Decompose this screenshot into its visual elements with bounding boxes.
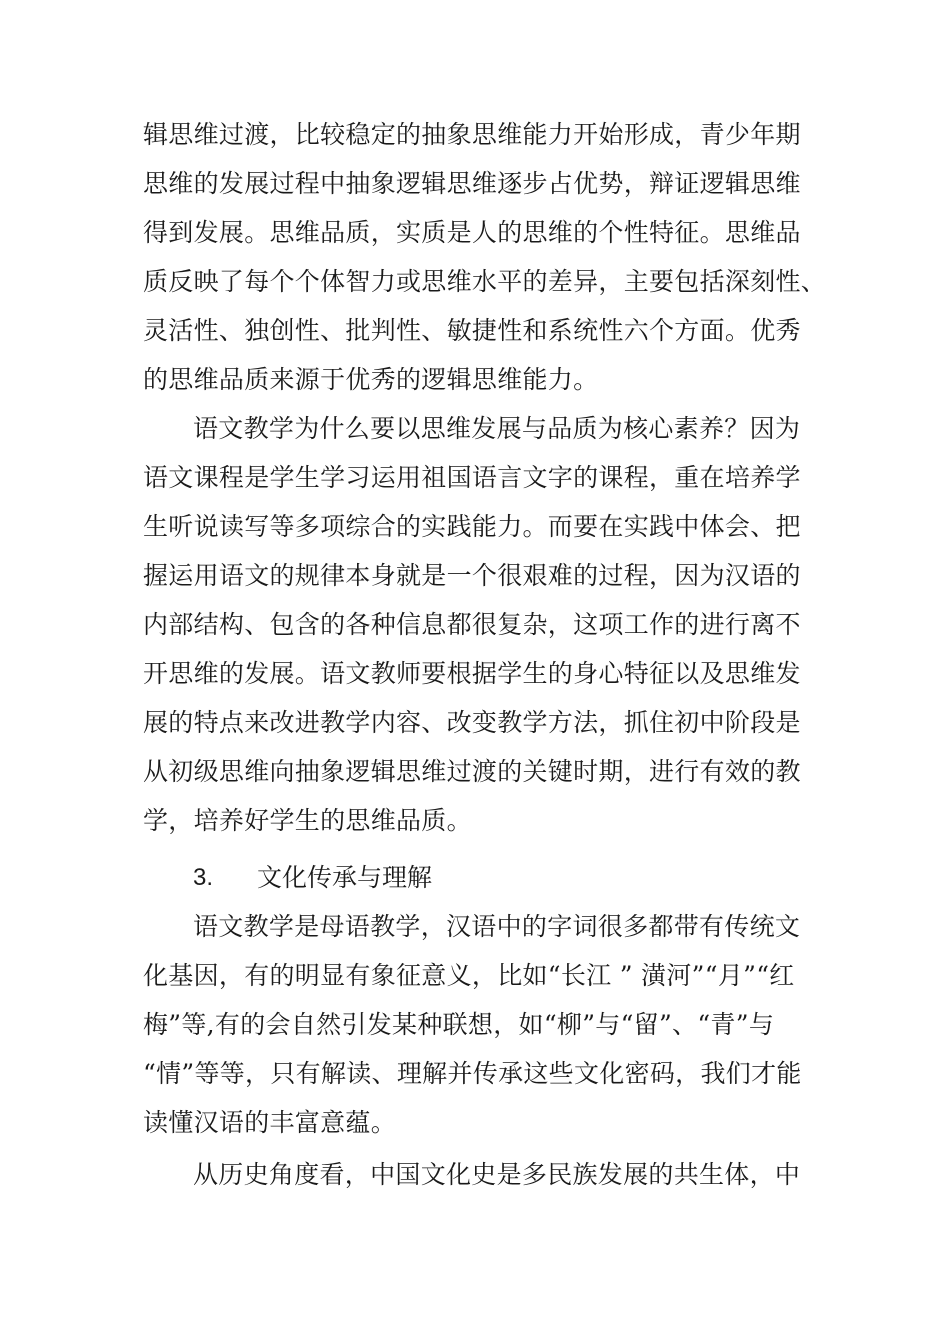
text-line: 质反映了每个个体智力或思维水平的差异，主要包括深刻性、 <box>143 267 827 296</box>
section-heading: 文化传承与理解 <box>257 863 433 892</box>
text-line: 思维的发展过程中抽象逻辑思维逐步占优势，辩证逻辑思维 <box>143 169 801 198</box>
text-line: “情”等等，只有解读、理解并传承这些文化密码，我们才能 <box>143 1059 802 1088</box>
text-line: 开思维的发展。语文教师要根据学生的身心特征以及思维发 <box>143 659 801 688</box>
text-line: 化基因，有的明显有象征意义，比如“长江 ” 潢河”“月”“红 <box>143 961 795 990</box>
text-line: 语文课程是学生学习运用祖国语言文字的课程，重在培养学 <box>143 463 801 492</box>
text-line: 读懂汉语的丰富意蕴。 <box>143 1108 397 1137</box>
text-line: 生听说读写等多项综合的实践能力。而要在实践中体会、把 <box>143 512 801 541</box>
text-line: 辑思维过渡，比较稳定的抽象思维能力开始形成，青少年期 <box>143 120 801 149</box>
text-line: 语文教学是母语教学，汉语中的字词很多都带有传统文 <box>193 912 801 941</box>
text-line: 学，培养好学生的思维品质。 <box>143 806 472 835</box>
text-line: 灵活性、独创性、批判性、敏捷性和系统性六个方面。优秀 <box>143 316 801 345</box>
text-line: 从历史角度看，中国文化史是多民族发展的共生体，中 <box>193 1160 801 1189</box>
section-number: 3. <box>193 864 214 891</box>
text-line: 展的特点来改进教学内容、改变教学方法，抓住初中阶段是 <box>143 708 801 737</box>
text-line: 得到发展。思维品质，实质是人的思维的个性特征。思维品 <box>143 218 801 247</box>
text-line: 从初级思维向抽象逻辑思维过渡的关键时期，进行有效的教 <box>143 757 801 786</box>
text-line: 的思维品质来源于优秀的逻辑思维能力。 <box>143 365 599 394</box>
text-line: 梅”等,有的会自然引发某种联想，如“柳”与“留”、“青”与 <box>143 1010 775 1039</box>
text-line: 握运用语文的规律本身就是一个很艰难的过程，因为汉语的 <box>143 561 801 590</box>
text-line: 语文教学为什么要以思维发展与品质为核心素养？因为 <box>193 414 801 443</box>
text-line: 内部结构、包含的各种信息都很复杂，这项工作的进行离不 <box>143 610 801 639</box>
